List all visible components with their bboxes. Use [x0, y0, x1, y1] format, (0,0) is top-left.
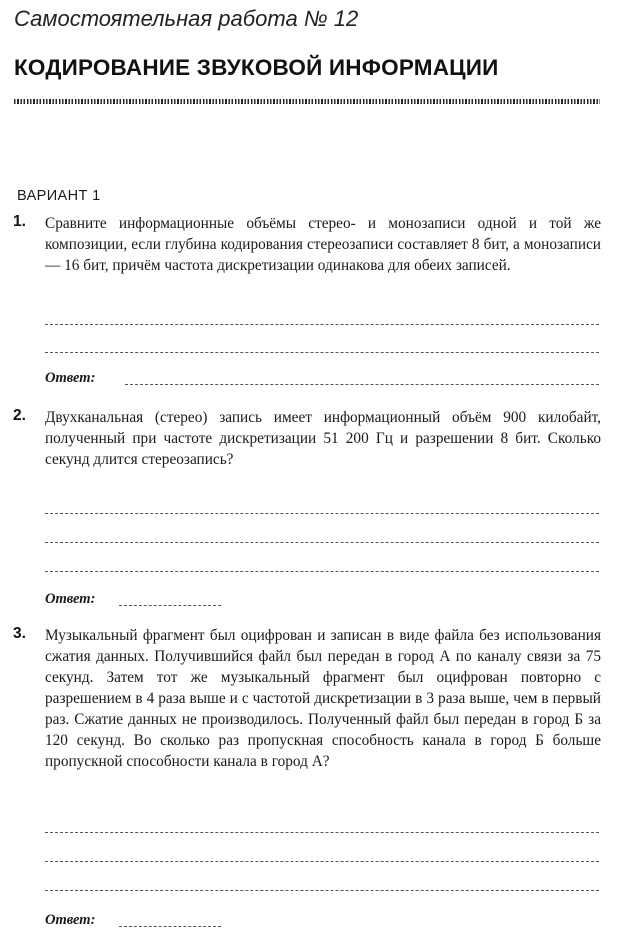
writing-line[interactable] — [45, 513, 599, 514]
writing-line[interactable] — [45, 571, 599, 572]
writing-line[interactable] — [45, 324, 599, 325]
answer-line[interactable] — [125, 384, 599, 385]
task-text: Двухканальная (стерео) запись имеет информационный объём 900 килобайт, полученный при частоте дискретизации 51 200 Гц и разрешении 8 бит. Сколько секунд длится стереозапись? — [45, 409, 601, 468]
task-number: 3. — [13, 625, 26, 642]
worksheet-subtitle: Самостоятельная работа № 12 — [14, 6, 359, 31]
answer-label: Ответ: — [45, 912, 96, 928]
worksheet-title: КОДИРОВАНИЕ ЗВУКОВОЙ ИНФОРМАЦИИ — [14, 55, 499, 80]
task-number: 1. — [13, 213, 26, 230]
task-text: Сравните информационные объёмы стерео- и монозаписи одной и той же композиции, если глубина кодирования стереозаписи составляет 8 бит, а монозаписи — 16 бит, причём частота дискретизации одинакова для обеих записей. — [45, 215, 601, 274]
writing-line[interactable] — [45, 352, 599, 353]
answer-line[interactable] — [119, 926, 221, 927]
writing-line[interactable] — [45, 890, 599, 891]
task-text: Музыкальный фрагмент был оцифрован и записан в виде файла без использования сжатия данных. Получившийся файл был передан в город А по каналу связи за 75 секунд. Затем тот же музыкальный фрагмент был оцифрован повторно с разрешением в 4 раза выше и с частотой дискретизации в 3 раза выше, чем в первый раз. Сжатие данных не производилось. Полученный файл был передан в город Б за 120 секунд. Во сколько раз пропускная способность канала в город Б больше пропускной способности канала в город А? — [45, 627, 601, 770]
answer-line[interactable] — [119, 605, 221, 606]
variant-label: ВАРИАНТ 1 — [17, 188, 101, 204]
writing-line[interactable] — [45, 861, 599, 862]
answer-label: Ответ: — [45, 591, 96, 607]
writing-line[interactable] — [45, 832, 599, 833]
task-number: 2. — [13, 407, 26, 424]
header-divider — [14, 99, 600, 104]
writing-line[interactable] — [45, 542, 599, 543]
answer-label: Ответ: — [45, 370, 96, 386]
